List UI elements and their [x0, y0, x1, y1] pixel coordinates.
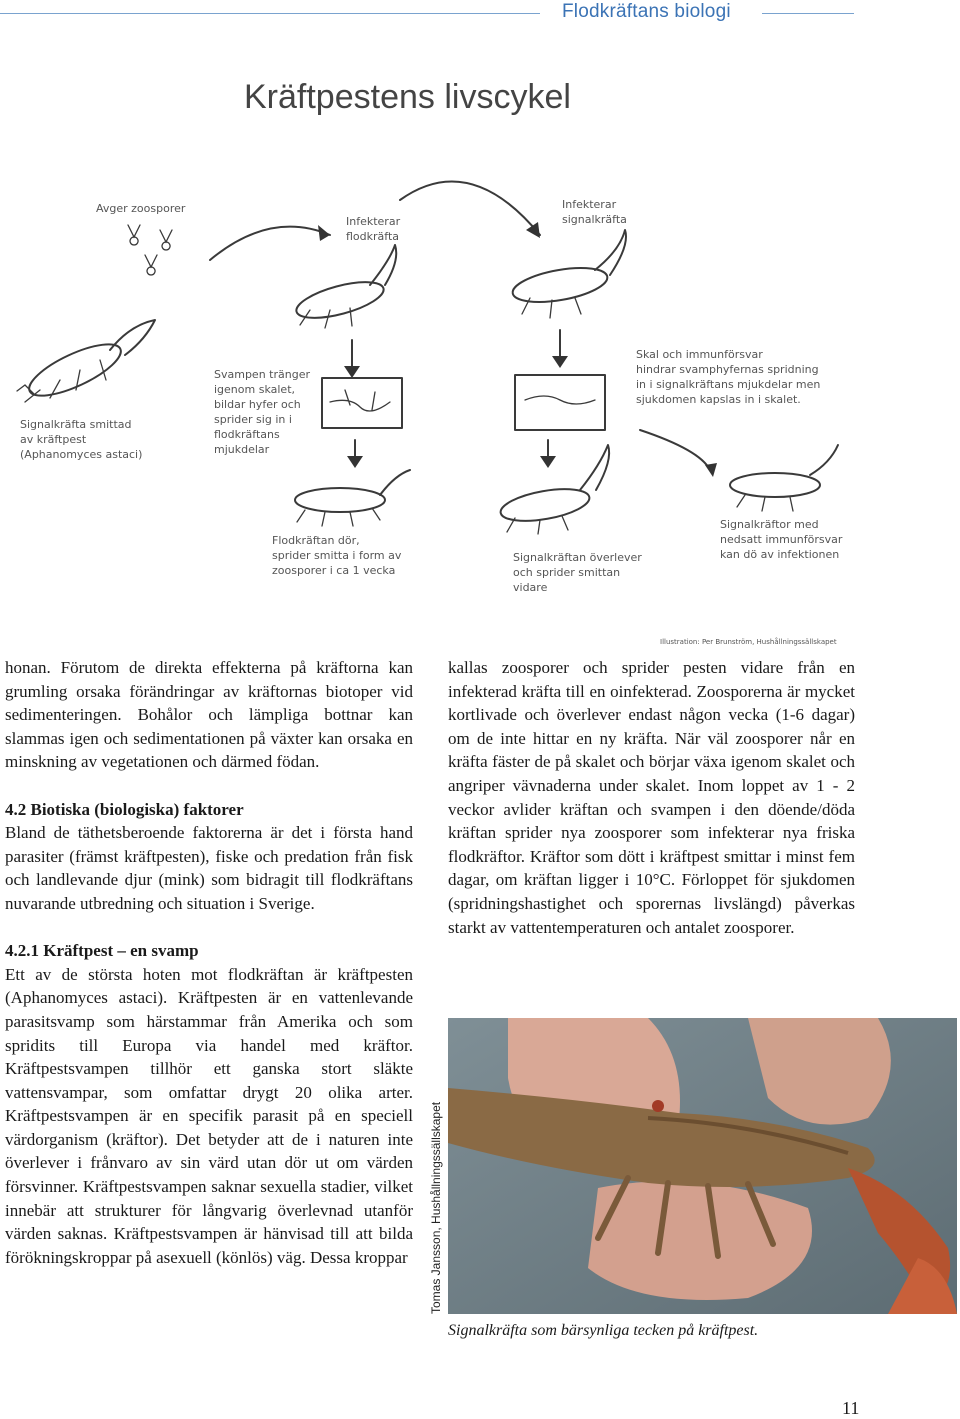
figure-title: Kräftpestens livscykel [244, 78, 571, 116]
shell-cross-section-noble [322, 378, 402, 428]
label-weak-immune-2: nedsatt immunförsvar [720, 533, 843, 546]
page-number: 11 [842, 1398, 860, 1418]
label-shell-defence-2: hindrar svamphyfernas spridning [636, 363, 819, 376]
crayfish-signal-top [510, 230, 626, 318]
header-rule-left [0, 13, 540, 14]
label-noble-dies-1: Flodkräftan dör, [272, 534, 360, 547]
label-noble-dies-3: zoosporer i ca 1 vecka [272, 564, 396, 577]
label-weak-immune-3: kan dö av infektionen [720, 548, 840, 561]
label-infects-noble-1: Infekterar [346, 215, 401, 228]
label-signal-survives-1: Signalkräftan överlever [513, 551, 642, 564]
label-signal-infected-2: av kräftpest [20, 433, 87, 446]
label-signal-infected-3: (Aphanomyces astaci) [20, 448, 143, 461]
label-fungus-5: flodkräftans [214, 428, 280, 441]
label-infects-noble-2: flodkräfta [346, 230, 400, 243]
label-shell-defence-4: sjukdomen kapslas in i skalet. [636, 393, 801, 406]
label-noble-dies-2: sprider smitta i form av [272, 549, 402, 562]
label-signal-survives-3: vidare [513, 581, 548, 594]
label-fungus-2: igenom skalet, [214, 383, 296, 396]
crayfish-signal-infected [17, 320, 155, 406]
label-fungus-1: Svampen tränger [214, 368, 310, 381]
photo-credit: Tomas Jansson, Hushållningssällskapet [429, 1101, 443, 1314]
label-weak-immune-1: Signalkräftor med [720, 518, 819, 531]
right-column [448, 656, 855, 939]
crayfish-noble-dead [295, 470, 410, 526]
label-shell-defence-3: in i signalkräftans mjukdelar men [636, 378, 821, 391]
shell-cross-section-signal [515, 375, 605, 430]
label-signal-survives-2: och sprider smittan [513, 566, 621, 579]
heading-crayfish-plague: 4.2.1 Kräftpest – en svamp [5, 941, 199, 961]
heading-biotic-factors: 4.2 Biotiska (biologiska) faktorer [5, 799, 244, 819]
label-zoospores: Avger zoosporer [96, 202, 186, 215]
photo-caption: Signalkräfta som bärsynliga tecken på kräftpest. [448, 1322, 759, 1339]
label-signal-infected-1: Signalkräfta smittad [20, 418, 132, 431]
label-fungus-3: bildar hyfer och [214, 398, 301, 411]
running-header: Flodkräftans biologi [562, 1, 731, 22]
zoospore-icons [128, 225, 172, 275]
biotic-paragraph: Bland de täthetsberoende faktorerna är det i första hand parasiter (främst kräftpesten), fiske och predation från fisk och landlevande djur (mink) som bidragit till flodkräftans nuvarande utbredning och situation i Sverige. [5, 823, 413, 913]
label-shell-defence-1: Skal och immunförsvar [636, 348, 763, 361]
label-infects-signal-1: Infekterar [562, 198, 617, 211]
lifecycle-illustration [0, 60, 960, 650]
crayfish-noble-top [293, 245, 396, 328]
left-column [5, 656, 413, 1269]
label-fungus-6: mjukdelar [214, 443, 270, 456]
label-infects-signal-2: signalkräfta [562, 213, 627, 226]
crayfish-signal-dying [730, 445, 838, 511]
header-rule-right [762, 13, 854, 14]
crayfish-photo [448, 1018, 957, 1314]
intro-paragraph: honan. Förutom de direkta effekterna på kräftorna kan grumling orsaka förändringar av kräftornas biotoper vid sedimenteringen. Bohålor och lämpliga bottnar kan slammas igen och sedimentationen på växter kan orsaka en minskning av vegetationen och därmed födan. [5, 658, 413, 772]
zoospore-paragraph: kallas zoosporer och sprider pesten vidare från en infekterad kräfta till en oinfekterad. Zoosporerna är mycket kortlivade och överlever endast någon vecka (1-6 dagar) om de inte hittar en ny kräfta. När väl zoosporer når en kräfta fäster de på skalet och börjar växa igenom skalet och angriper vävnaderna under skalet. Inom loppet av 1 - 2 veckor avlider kräftan och svampen i den döende/döda kräftan sprider nya zoosporer som infekterar nya friska flodkräftor. Kräftor som dött i kräftpest smittar i minst fem dagar, om kräftan ligger i 10°C. Förloppet för sjukdomen (spridningshastighet och sporernas livslängd) påverkas starkt av vattentemperaturen och antalet zoosporer. [448, 658, 855, 937]
illustration-credit: Illustration: Per Brunström, Hushållningssällskapet [660, 638, 837, 646]
label-fungus-4: sprider sig in i [214, 413, 292, 426]
plague-paragraph: Ett av de största hoten mot flodkräftan är kräftpesten (Aphanomyces astaci). Kräftpesten är en vattenlevande parasitsvamp som härstammar från Amerika och som spridits till Europa via handel med kräftor. Kräftpestsvampen tillhör ett ganska stort släkte vattensvampar, som omfattar drygt 20 olika arter. Kräftpestsvampen är en specifik parasit på en speciell värdorganism (kräftor). Det betyder att de i naturen inte överlever i frånvaro av sin värd utan dör ut om värden försvinner. Kräftpestsvampen saknar sexuella stadier, vilket innebär att strukturer för långvarig överlevnad utanför värden saknas. Kräftpestsvampen är hänvisad till att bilda förökningskroppar på asexuell (könlös) väg. Dessa kroppar [5, 964, 413, 1267]
